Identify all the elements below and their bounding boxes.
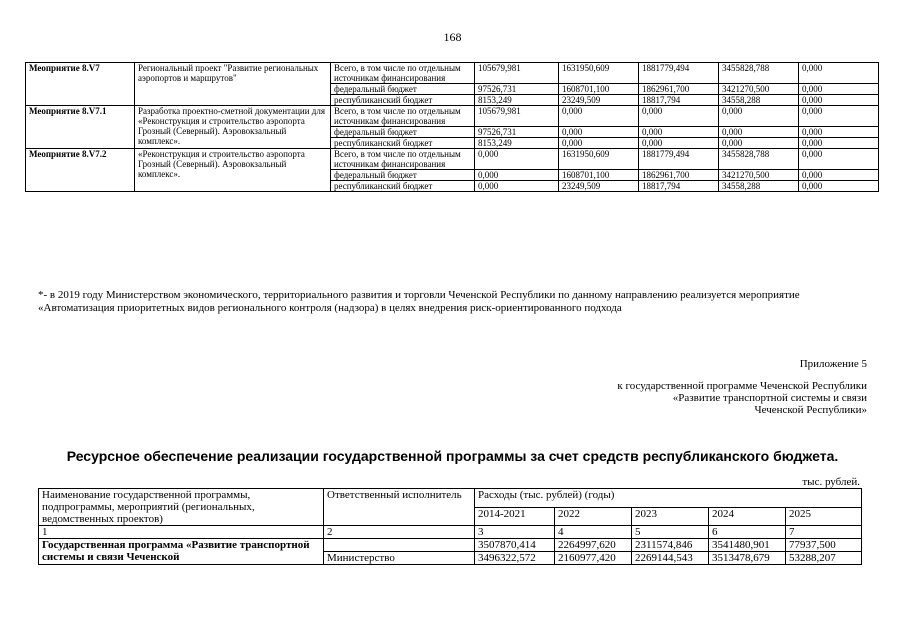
value-cell: 0,000 (475, 181, 559, 192)
page-number: 168 (443, 30, 462, 44)
header-name: Наименование государственной программы, подпрограммы, мероприятий (региональных, ведомственных проектов) (39, 489, 324, 526)
appendix-header (617, 358, 867, 416)
value-cell: 1631950,609 (559, 63, 639, 84)
num-cell: 2 (324, 526, 475, 539)
value-cell: 2269144,543 (632, 552, 709, 565)
table-row (39, 539, 862, 552)
activities-table (25, 62, 879, 192)
value-cell: 0,000 (799, 127, 879, 138)
table-row (26, 106, 879, 127)
value-cell: 3541480,901 (709, 539, 786, 552)
value-cell: 3421270,500 (719, 170, 799, 181)
value-cell: 97526,731 (475, 84, 559, 95)
table-numbering-row (39, 526, 862, 539)
value-cell: 105679,981 (475, 106, 559, 127)
value-cell: 0,000 (719, 127, 799, 138)
value-cell: 0,000 (639, 106, 719, 127)
value-cell: 0,000 (559, 127, 639, 138)
responsible-cell (324, 539, 475, 552)
value-cell: 1881779,494 (639, 149, 719, 170)
year-cell: 2022 (555, 507, 632, 526)
appendix-line: «Развитие транспортной системы и связи (672, 392, 867, 404)
year-cell: 2025 (786, 507, 862, 526)
value-cell: 0,000 (639, 127, 719, 138)
value-cell: 53288,207 (786, 552, 862, 565)
value-cell: 18817,794 (639, 181, 719, 192)
appendix-line: к государственной программе Чеченской Республики (617, 380, 867, 392)
value-cell: 1631950,609 (559, 149, 639, 170)
activity-code: Меоприятие 8.V7 (26, 63, 135, 106)
table-header-row (39, 489, 862, 508)
value-cell: 2264997,620 (555, 539, 632, 552)
value-cell: 0,000 (799, 84, 879, 95)
value-cell: 0,000 (799, 106, 879, 127)
num-cell: 6 (709, 526, 786, 539)
value-cell: 3496322,572 (475, 552, 555, 565)
value-cell: 0,000 (799, 63, 879, 84)
value-cell: 1862961,700 (639, 84, 719, 95)
activity-code: Меоприятие 8.V7.1 (26, 106, 135, 149)
table-row (26, 63, 879, 84)
value-cell: 0,000 (799, 149, 879, 170)
value-cell: 0,000 (475, 149, 559, 170)
value-cell: 3455828,788 (719, 63, 799, 84)
value-cell: 1881779,494 (639, 63, 719, 84)
num-cell: 7 (786, 526, 862, 539)
program-name: Государственная программа «Развитие транспортной системы и связи Чеченской (39, 539, 324, 565)
value-cell: 0,000 (799, 170, 879, 181)
value-cell: 0,000 (799, 95, 879, 106)
value-cell: 1862961,700 (639, 170, 719, 181)
activity-description: Разработка проектно-сметной документации для «Реконструкция и строительство аэропорта Грозный (Северный). Аэровокзальный комплекс». (135, 106, 331, 149)
num-cell: 1 (39, 526, 324, 539)
activity-description: «Реконструкция и строительство аэропорта Грозный (Северный). Аэровокзальный комплекс». (135, 149, 331, 192)
value-cell: 2160977,420 (555, 552, 632, 565)
funding-source: федеральный бюджет (331, 170, 475, 181)
value-cell: 3513478,679 (709, 552, 786, 565)
value-cell: 23249,509 (559, 181, 639, 192)
value-cell: 1608701,100 (559, 170, 639, 181)
funding-source: Всего, в том числе по отдельным источникам финансирования (331, 63, 475, 84)
value-cell: 1608701,100 (559, 84, 639, 95)
funding-source: федеральный бюджет (331, 127, 475, 138)
num-cell: 3 (475, 526, 555, 539)
value-cell: 34558,288 (719, 95, 799, 106)
funding-source: республиканский бюджет (331, 138, 475, 149)
year-cell: 2014-2021 (475, 507, 555, 526)
value-cell: 3455828,788 (719, 149, 799, 170)
unit-label: тыс. рублей. (802, 476, 860, 488)
funding-source: Всего, в том числе по отдельным источникам финансирования (331, 106, 475, 127)
header-expenses: Расходы (тыс. рублей) (годы) (475, 489, 862, 508)
value-cell: 0,000 (639, 138, 719, 149)
value-cell: 97526,731 (475, 127, 559, 138)
value-cell: 0,000 (719, 106, 799, 127)
appendix-number: Приложение 5 (799, 358, 867, 370)
funding-source: республиканский бюджет (331, 95, 475, 106)
value-cell: 8153,249 (475, 138, 559, 149)
value-cell: 0,000 (559, 106, 639, 127)
year-cell: 2023 (632, 507, 709, 526)
value-cell: 0,000 (559, 138, 639, 149)
value-cell: 0,000 (799, 181, 879, 192)
activity-description: Региональный проект "Развитие региональных аэропортов и маршрутов" (135, 63, 331, 106)
value-cell: 3507870,414 (475, 539, 555, 552)
responsible-cell: Министерство (324, 552, 475, 565)
funding-source: Всего, в том числе по отдельным источникам финансирования (331, 149, 475, 170)
value-cell: 2311574,846 (632, 539, 709, 552)
resources-table (38, 488, 862, 565)
value-cell: 0,000 (719, 138, 799, 149)
num-cell: 5 (632, 526, 709, 539)
appendix-line: Чеченской Республики» (754, 404, 867, 416)
activity-code: Меоприятие 8.V7.2 (26, 149, 135, 192)
table-row (26, 149, 879, 170)
value-cell: 8153,249 (475, 95, 559, 106)
funding-source: республиканский бюджет (331, 181, 475, 192)
value-cell: 23249,509 (559, 95, 639, 106)
num-cell: 4 (555, 526, 632, 539)
value-cell: 3421270,500 (719, 84, 799, 95)
header-responsible: Ответственный исполнитель (324, 489, 475, 526)
value-cell: 34558,288 (719, 181, 799, 192)
footnote: *- в 2019 году Министерством экономического, территориального развития и торговли Чеченской Республики по данному направлению реализуется мероприятие «Автоматизация приоритетных видов регионального контроля (надзора) в целях внедрения риск-ориентированного подхода (38, 289, 800, 314)
value-cell: 0,000 (475, 170, 559, 181)
document-title: Ресурсное обеспечение реализации государственной программы за счет средств республиканского бюджета. (66, 448, 839, 464)
value-cell: 77937,500 (786, 539, 862, 552)
value-cell: 0,000 (799, 138, 879, 149)
year-cell: 2024 (709, 507, 786, 526)
value-cell: 105679,981 (475, 63, 559, 84)
value-cell: 18817,794 (639, 95, 719, 106)
funding-source: федеральный бюджет (331, 84, 475, 95)
